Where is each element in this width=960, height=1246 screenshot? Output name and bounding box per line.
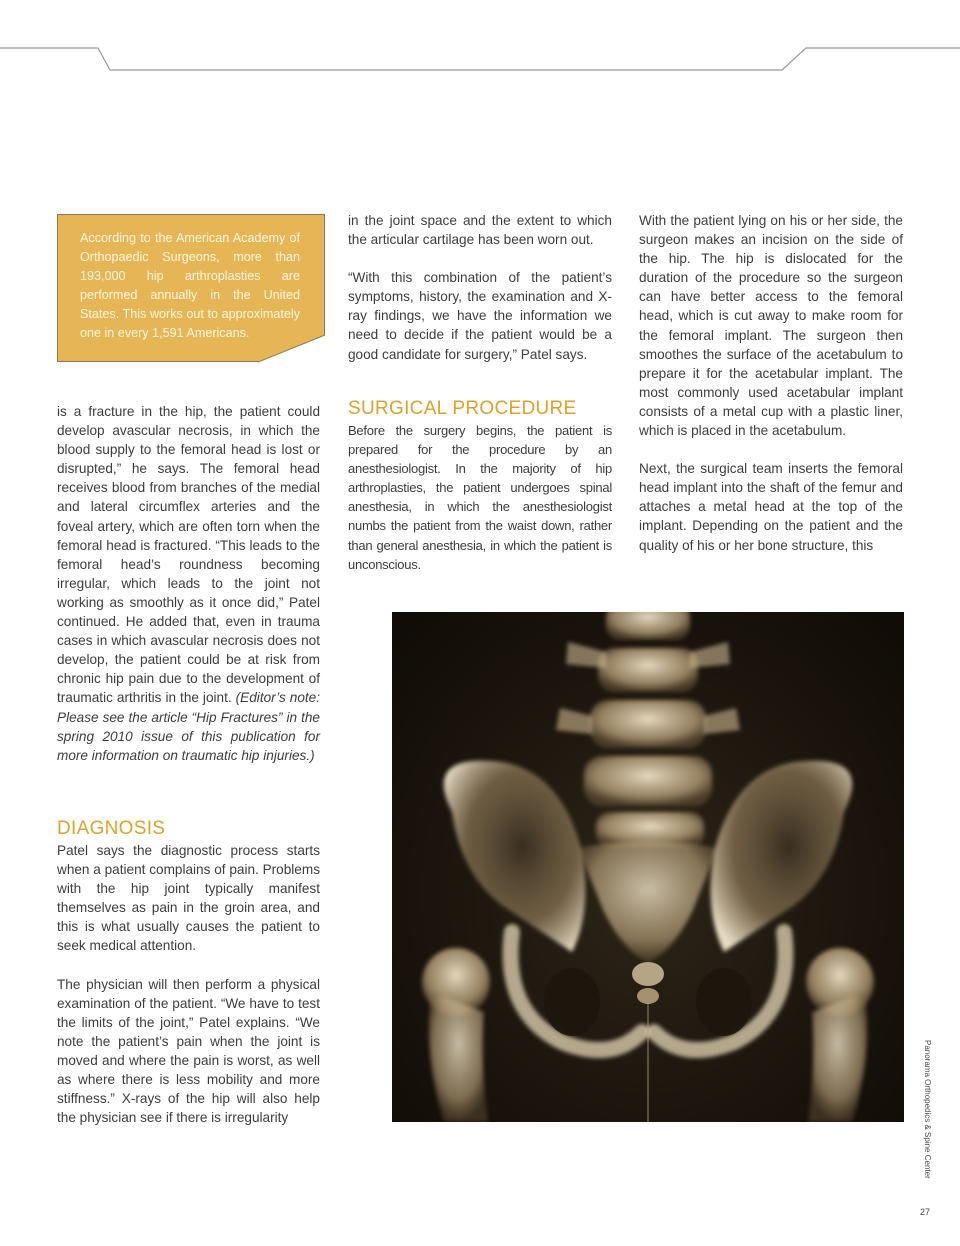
pelvis-xray-image [392, 612, 904, 1122]
middle-paragraph-1: in the joint space and the extent to which the articular cartilage has been worn out. [348, 213, 612, 248]
sidebar-callout-text: According to the American Academy of Orthopaedic Surgeons, more than 193,000 hip arthroplasties are performed annually in the United States. This works out to approximately one in every 1,591 Americans. [80, 231, 300, 340]
right-column [639, 211, 903, 555]
left-column-lower [57, 841, 320, 1127]
middle-paragraph-3: Before the surgery begins, the patient is prepared for the procedure by an anesthesiologist. In the majority of hip arthroplasties, the patient undergoes spinal anesthesia, in which the anesthesiologist numbs the patient from the waist down, rather than general anesthesia, in which the patient is unconscious. [348, 423, 612, 572]
middle-column-lower [348, 421, 612, 574]
right-paragraph-1: With the patient lying on his or her side, the surgeon makes an incision on the side of the hip. The hip is dislocated for the duration of the procedure so the surgeon can have better access to the femoral head, which is cut away to make room for the femoral implant. The surgeon then smoothes the surface of the acetabulum to prepare it for the acetabular implant. The most commonly used acetabular implant consists of a metal cup with a plastic liner, which is placed in the acetabulum. [639, 213, 903, 439]
side-caption-wrapper [922, 1040, 934, 1190]
left-paragraph-3: The physician will then perform a physical examination of the patient. “We have to test the limits of the joint,” Patel explains. “We note the patient’s pain when the joint is moved and where the pain is worst, as well as where there is less mobility and more stiffness.” X-rays of the hip will also help the physician see if there is irregularity [57, 976, 320, 1126]
left-paragraph-1-text: is a fracture in the hip, the patient could develop avascular necrosis, in which the blood supply to the femoral head is lost or disrupted,” he says. The femoral head receives blood from branches of the medial and lateral circumflex arteries and the foveal artery, which are often torn when the femoral head is fractured. “This leads to the femoral head’s roundness becoming irregular, which leads to the joint not working as smoothly as it once did,” Patel continued. He added that, even in trauma cases in which avascular necrosis does not develop, the patient could be at risk from chronic hip pain due to the development of traumatic arthritis in the joint. [57, 404, 320, 706]
page-number: 27 [920, 1207, 931, 1217]
publication-side-caption: Panorama Orthopedics & Spine Center [923, 1040, 932, 1179]
editors-note: (Editor’s note: Please see the article “Hip Fractures” in the spring 2010 issue of this publication for more information on traumatic hip injuries.) [57, 690, 321, 763]
left-column [57, 402, 320, 765]
right-paragraph-2: Next, the surgical team inserts the femoral head implant into the shaft of the femur and attaches a metal head at the top of the implant. Depending on the patient and the quality of his or her bone structure, this [639, 461, 903, 553]
left-paragraph-2: Patel says the diagnostic process starts when a patient complains of pain. Problems with the hip joint typically manifest themselves as pain in the groin area, and this is what usually causes the patient to seek medical attention. [57, 843, 320, 954]
middle-paragraph-2: “With this combination of the patient’s symptoms, history, the examination and X-ray findings, we have the information we need to decide if the patient would be a good candidate for surgery,” Patel says. [348, 270, 612, 362]
left-paragraph-1 [57, 402, 320, 765]
surgical-procedure-heading: SURGICAL PROCEDURE [348, 398, 577, 419]
middle-column [348, 211, 612, 364]
diagnosis-heading: DIAGNOSIS [57, 818, 166, 839]
top-divider-line [0, 0, 960, 80]
